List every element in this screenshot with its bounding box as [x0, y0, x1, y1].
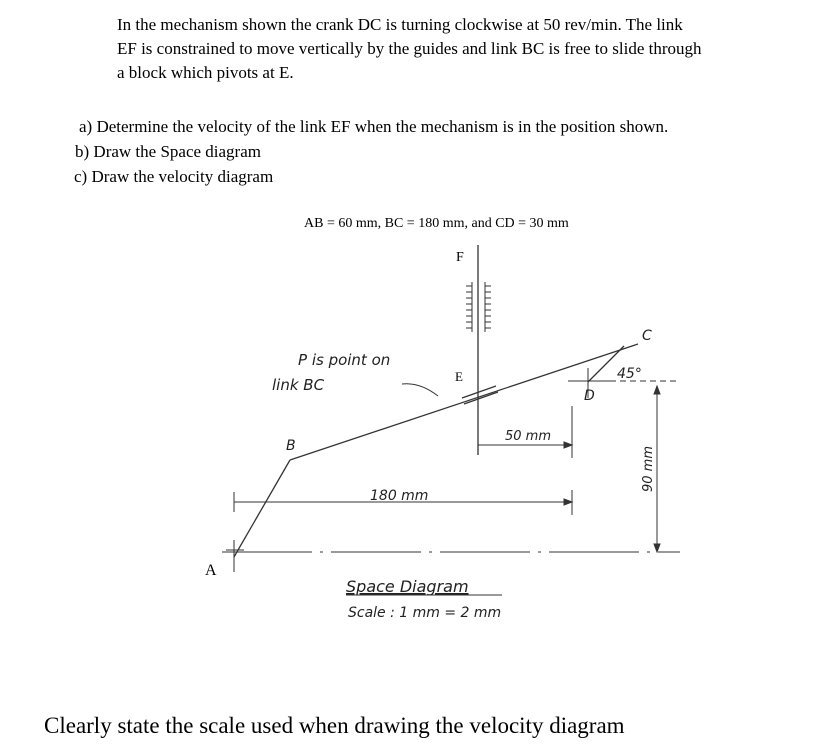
note-arrow — [402, 384, 438, 396]
question-a: a) Determine the velocity of the link EF when the mechanism is in the position shown. — [79, 117, 669, 136]
dim-90-label: 90 mm — [641, 445, 656, 492]
footer-instruction: Clearly state the scale used when drawing the velocity diagram — [44, 713, 625, 738]
label-e: E — [455, 369, 463, 384]
label-a: A — [205, 562, 217, 579]
space-diagram-title: Space Diagram — [346, 577, 469, 596]
note-line2: link BC — [272, 376, 325, 394]
label-b: B — [286, 438, 296, 454]
intro-line: In the mechanism shown the crank DC is turning clockwise at 50 rev/min. The link — [117, 15, 683, 34]
dimensions-caption: AB = 60 mm, BC = 180 mm, and CD = 30 mm — [304, 216, 569, 231]
label-d: D — [584, 388, 595, 404]
question-c: c) Draw the velocity diagram — [74, 167, 274, 186]
intro-line: a block which pivots at E. — [117, 63, 294, 82]
label-f: F — [456, 250, 464, 265]
link-ab — [234, 460, 290, 557]
scale-text: Scale : 1 mm = 2 mm — [348, 605, 502, 621]
problem-intro — [117, 13, 817, 85]
dim-50-label: 50 mm — [505, 429, 552, 444]
angle-label: 45° — [617, 366, 642, 382]
dim-180-label: 180 mm — [370, 488, 429, 504]
mechanism-space-diagram — [0, 200, 826, 640]
question-b: b) Draw the Space diagram — [75, 142, 261, 161]
note-line1: P is point on — [298, 351, 391, 369]
intro-line: EF is constrained to move vertically by the guides and link BC is free to slide through — [117, 39, 702, 58]
label-c: C — [642, 328, 652, 344]
